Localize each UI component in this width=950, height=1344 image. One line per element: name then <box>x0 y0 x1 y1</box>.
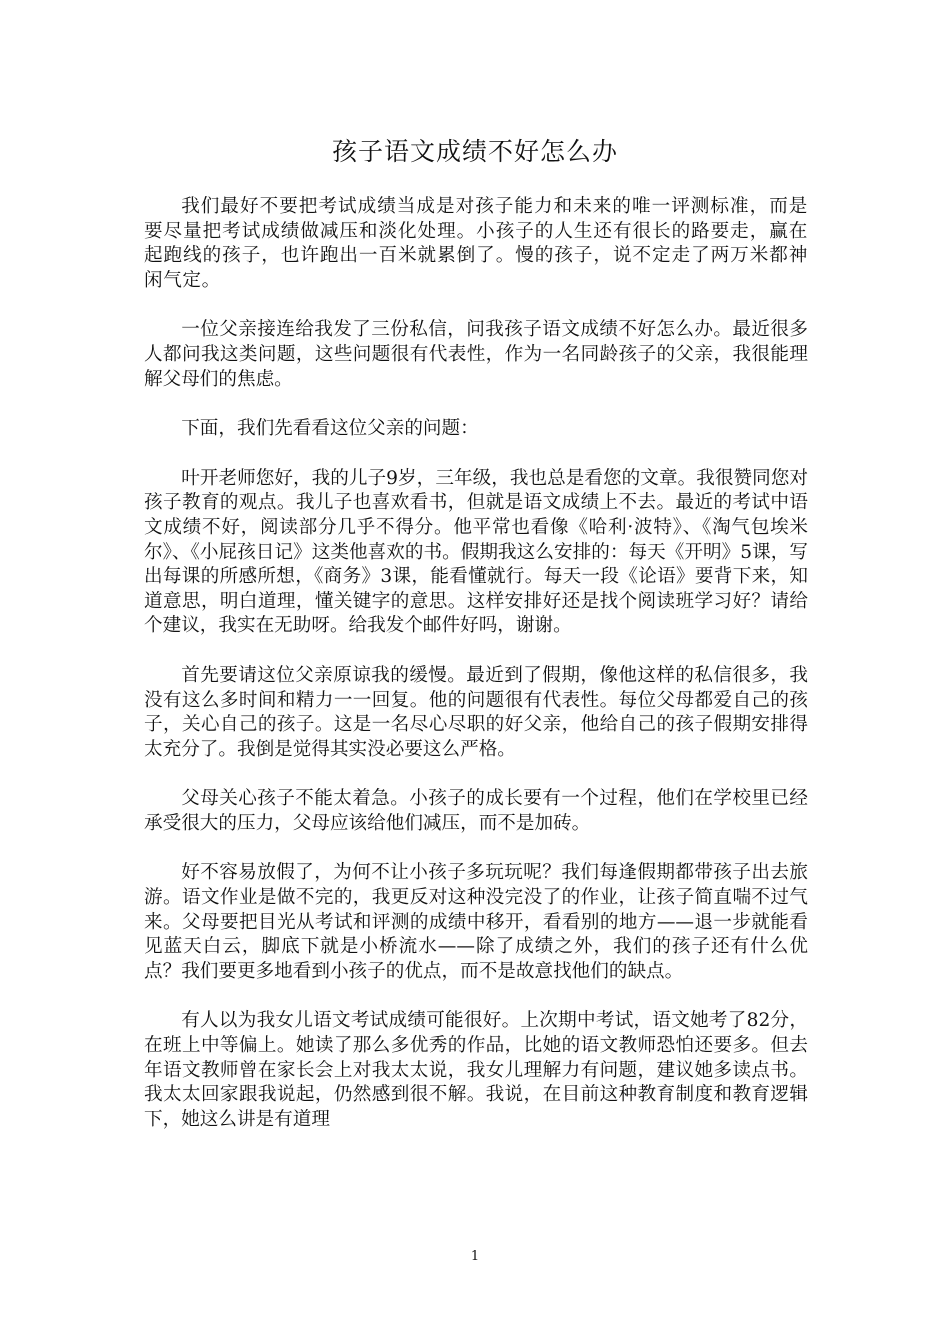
paragraph: 一位父亲接连给我发了三份私信，问我孩子语文成绩不好怎么办。最近很多人都问我这类问题，这些问题很有代表性，作为一名同龄孩子的父亲，我很能理解父母们的焦虑。 <box>144 319 808 390</box>
document-body <box>144 195 808 1157</box>
paragraph: 叶开老师您好，我的儿子9岁，三年级，我也总是看您的文章。我很赞同您对孩子教育的观点。我儿子也喜欢看书，但就是语文成绩上不去。最近的考试中语文成绩不好，阅读部分几乎不得分。他平常也看像《哈利·波特》、《淘气包埃米尔》、《小屁孩日记》这类他喜欢的书。假期我这么安排的：每天《开明》5课，写出每课的所感所想，《商务》3课，能看懂就行。每天一段《论语》要背下来，知道意思，明白道理，懂关键字的意思。这样安排好还是找个阅读班学习好？请给个建议，我实在无助呀。给我发个邮件好吗，谢谢。 <box>144 467 808 637</box>
paragraph: 首先要请这位父亲原谅我的缓慢。最近到了假期，像他这样的私信很多，我没有这么多时间和精力一一回复。他的问题很有代表性。每位父母都爱自己的孩子，关心自己的孩子。这是一名尽心尽职的好父亲，他给自己的孩子假期安排得太充分了。我倒是觉得其实没必要这么严格。 <box>144 664 808 760</box>
paragraph: 父母关心孩子不能太着急。小孩子的成长要有一个过程，他们在学校里已经承受很大的压力，父母应该给他们减压，而不是加砖。 <box>144 788 808 834</box>
document-title: 孩子语文成绩不好怎么办 <box>331 137 618 166</box>
paragraph: 好不容易放假了，为何不让小孩子多玩玩呢？我们每逢假期都带孩子出去旅游。语文作业是做不完的，我更反对这种没完没了的作业，让孩子简直喘不过气来。父母要把目光从考试和评测的成绩中移开，看看别的地方——退一步就能看见蓝天白云，脚底下就是小桥流水——除了成绩之外，我们的孩子还有什么优点？我们要更多地看到小孩子的优点，而不是故意找他们的缺点。 <box>144 862 808 982</box>
paragraph: 下面，我们先看看这位父亲的问题： <box>181 418 479 440</box>
paragraph: 有人以为我女儿语文考试成绩可能很好。上次期中考试，语文她考了82分，在班上中等偏上。她读了那么多优秀的作品，比她的语文教师恐怕还要多。但去年语文教师曾在家长会上对我太太说，我女儿理解力有问题，建议她多读点书。我太太回家跟我说起，仍然感到很不解。我说，在目前这种教育制度和教育逻辑下，她这么讲是有道理 <box>144 1010 808 1130</box>
page-number: 1 <box>470 1249 480 1264</box>
paragraph: 我们最好不要把考试成绩当成是对孩子能力和未来的唯一评测标准，而是要尽量把考试成绩做减压和淡化处理。小孩子的人生还有很长的路要走，赢在起跑线的孩子，也许跑出一百米就累倒了。慢的孩子，说不定走了两万米都神闲气定。 <box>144 196 808 291</box>
